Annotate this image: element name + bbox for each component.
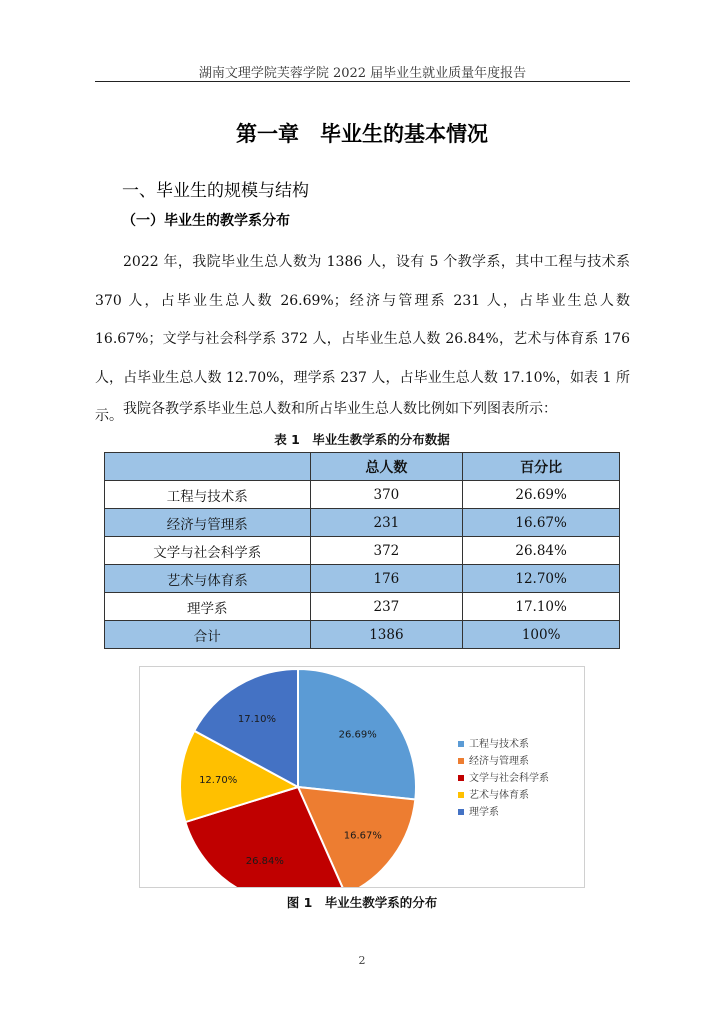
percent-cell: 17.10% [463,593,620,621]
section-title: 一、毕业生的规模与结构 [122,181,309,201]
subsection-title: （一）毕业生的教学系分布 [122,213,290,229]
page-number: 2 [358,954,366,967]
count-cell: 231 [310,509,463,537]
pie-chart-frame [139,666,585,888]
pie-data-label-5: 17.10% [237,714,277,726]
pie-chart [140,667,584,887]
legend-label-2: 经济与管理系 [469,756,529,767]
pie-data-label-4: 12.70% [199,775,238,787]
legend-swatch-1 [458,741,464,747]
table-header-row [105,453,620,481]
count-cell: 176 [310,565,463,593]
percent-cell: 12.70% [463,565,620,593]
table-row [105,509,620,537]
pie-data-label-2: 16.67% [343,830,382,842]
legend-swatch-2 [458,758,464,764]
table-total-row [105,621,620,649]
table-row [105,593,620,621]
dept-cell: 经济与管理系 [105,509,311,537]
header-cell-blank [105,453,311,481]
legend-label-1: 工程与技术系 [469,739,529,750]
legend-swatch-3 [458,775,464,781]
header-rule [95,81,630,82]
pie-data-label-1: 26.69% [338,729,377,741]
dept-cell: 艺术与体育系 [105,565,311,593]
figure-caption: 图 1 毕业生教学系的分布 [286,895,438,910]
legend-label-3: 文学与社会科学系 [469,773,549,784]
dept-cell: 工程与技术系 [105,481,311,509]
total-percent-cell: 100% [463,621,620,649]
page-header: 湖南文理学院芙蓉学院 2022 届毕业生就业质量年度报告 [198,66,527,81]
header-cell-percent: 百分比 [463,453,620,481]
percent-cell: 26.84% [463,537,620,565]
table-row [105,565,620,593]
total-count-cell: 1386 [310,621,463,649]
legend-label-4: 艺术与体育系 [469,790,529,801]
legend-swatch-4 [458,792,464,798]
dept-cell: 理学系 [105,593,311,621]
total-label-cell: 合计 [105,621,311,649]
dept-cell: 文学与社会科学系 [105,537,311,565]
table-row [105,481,620,509]
count-cell: 372 [310,537,463,565]
table-caption: 表 1 毕业生教学系的分布数据 [274,432,450,447]
body-paragraph-2: 我院各教学系毕业生总人数和所占毕业生总人数比例如下列图表所示： [123,401,557,417]
chapter-title: 第一章 毕业生的基本情况 [236,122,488,146]
body-paragraph-1: 2022 年，我院毕业生总人数为 1386 人，设有 5 个教学系，其中工程与技术系 370 人，占毕业生总人数 26.69%；经济与管理系 231 人，占毕业生总人数 16.67%；文学与社会科学系 372 人，占毕业生总人数 26.84%，艺术与体育系 176 人，占毕业生总人数 12.70%，理学系 237 人，占毕业生总人数 17.10%，如表 1 所示。 [95,254,630,424]
header-cell-total: 总人数 [310,453,463,481]
table-row [105,537,620,565]
pie-data-label-3: 26.84% [245,856,284,868]
distribution-table [104,452,620,649]
percent-cell: 16.67% [463,509,620,537]
percent-cell: 26.69% [463,481,620,509]
legend-swatch-5 [458,809,464,815]
legend-label-5: 理学系 [469,807,499,818]
count-cell: 237 [310,593,463,621]
count-cell: 370 [310,481,463,509]
